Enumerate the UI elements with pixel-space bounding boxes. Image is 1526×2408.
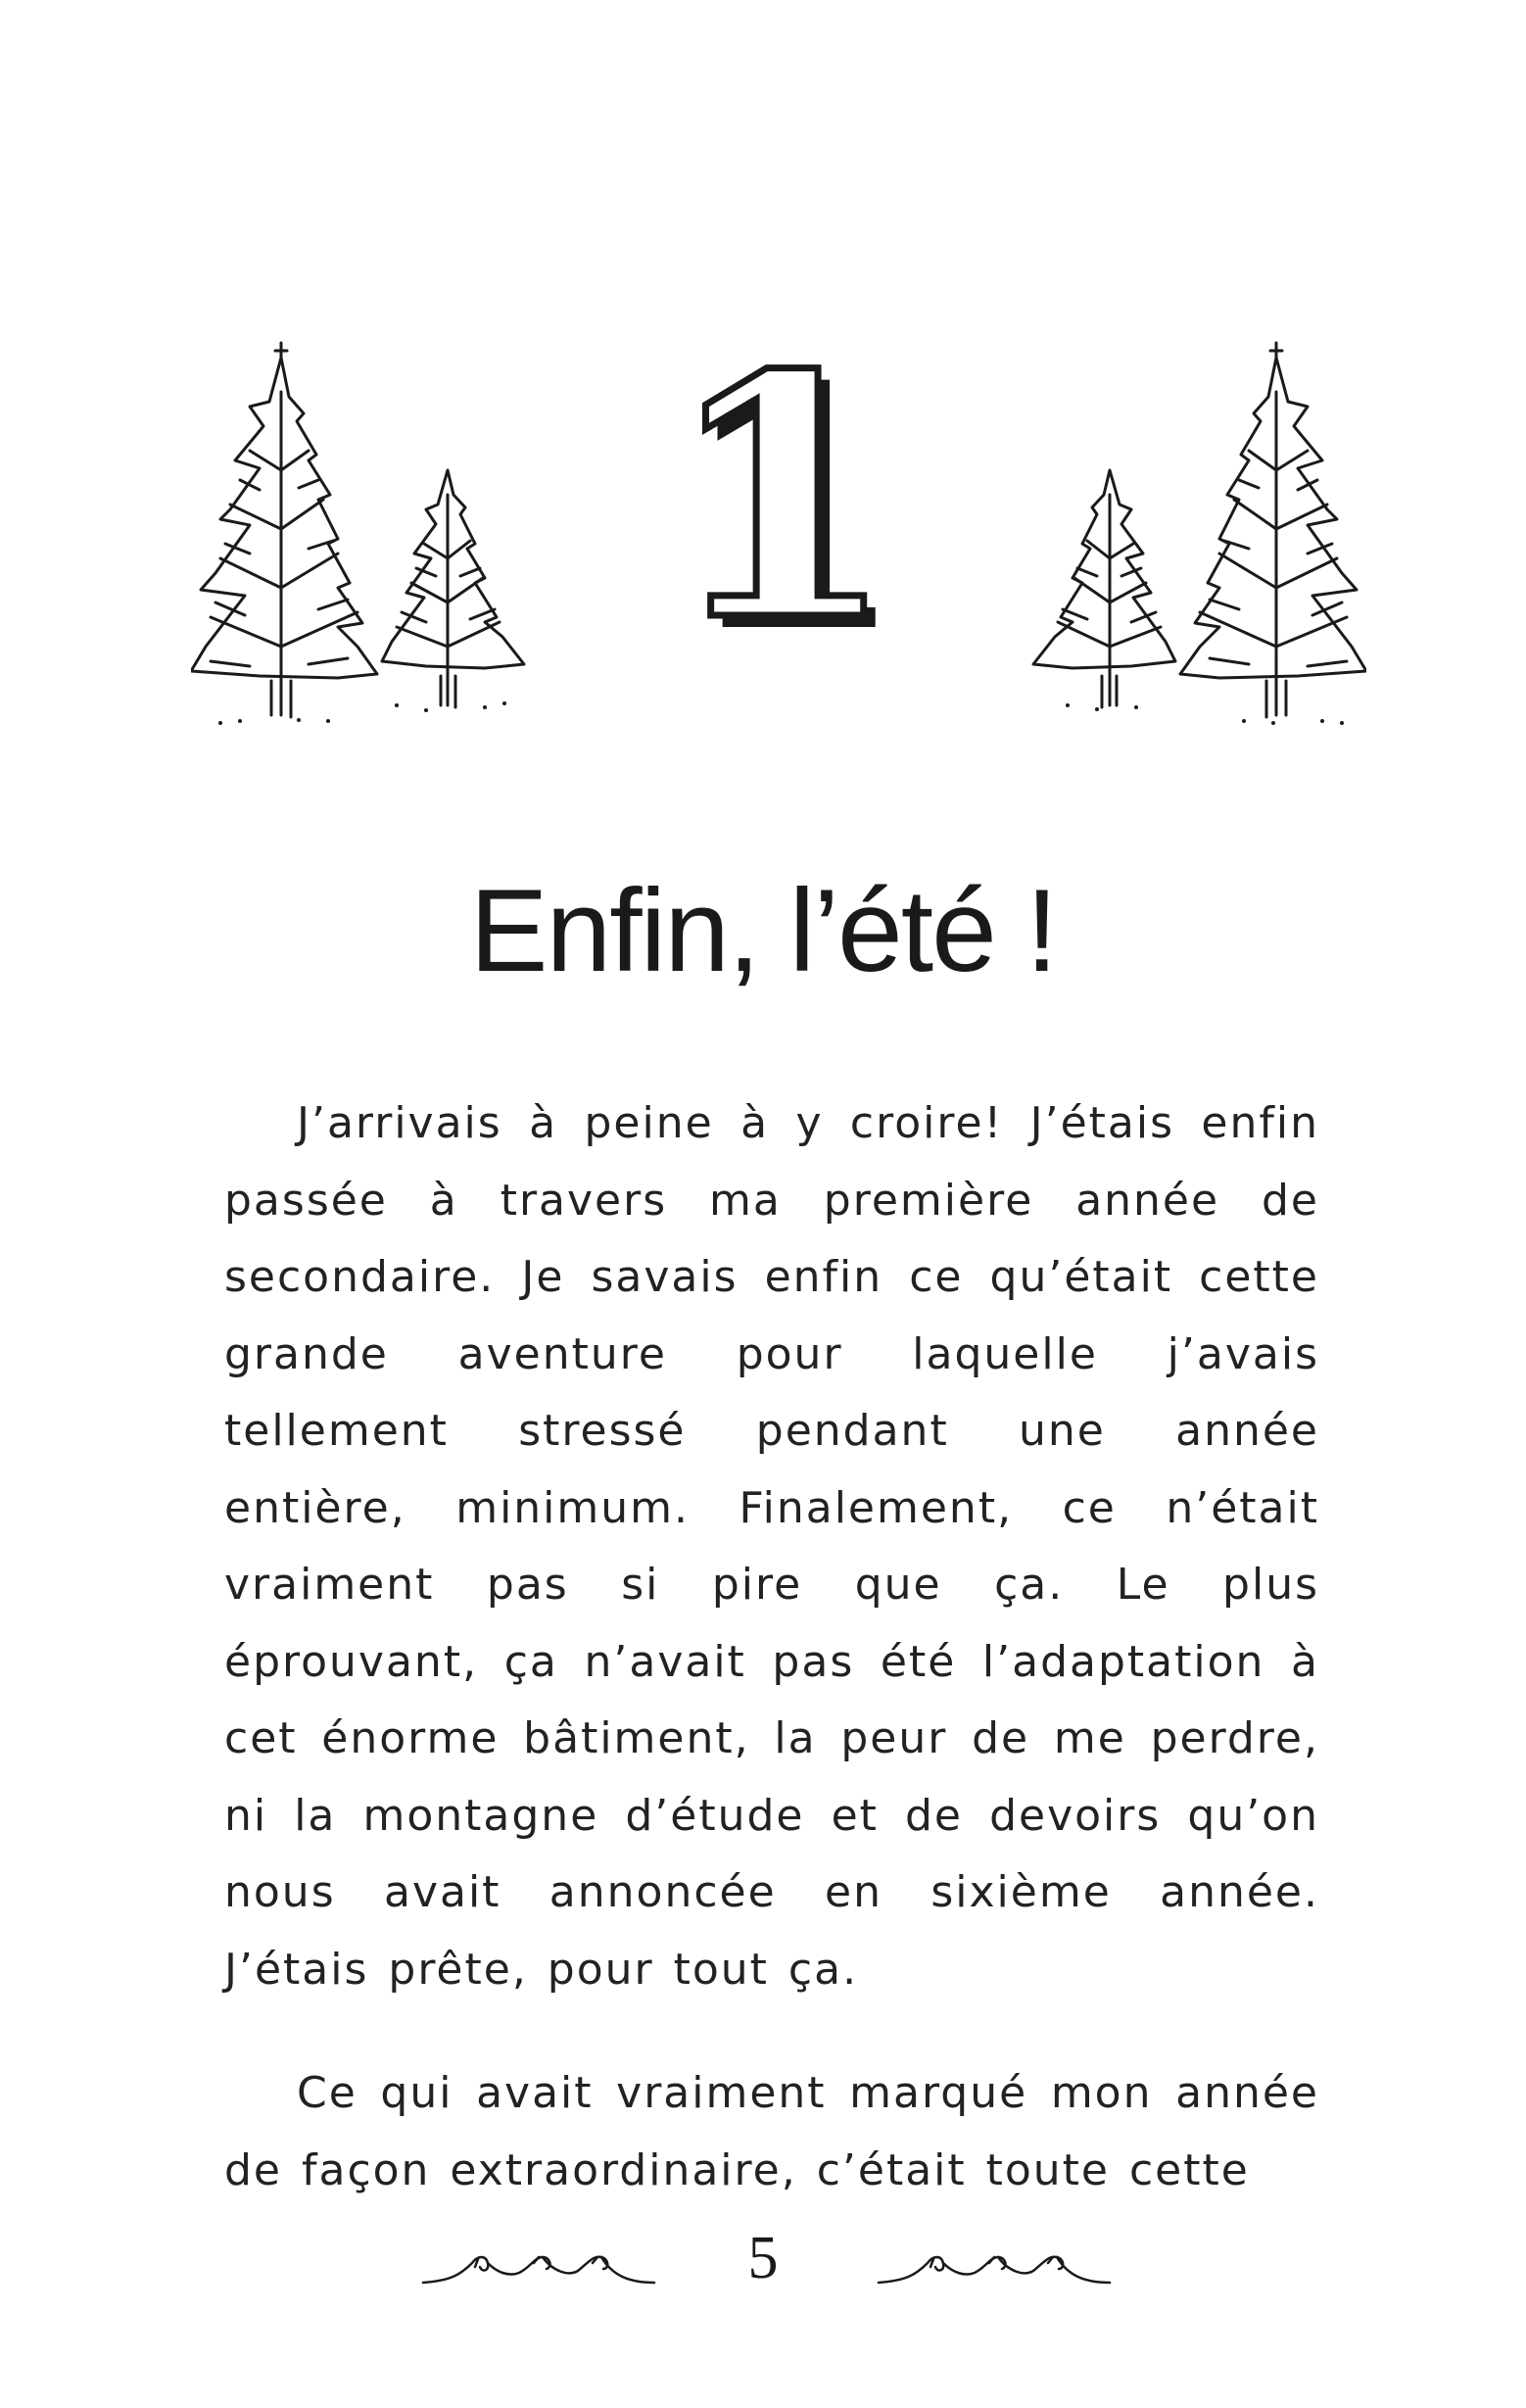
chapter-number: 1: [665, 304, 897, 695]
paragraph: J’arrivais à peine à y croire! J’étais enfin passée à travers ma première année de secondaire. Je savais enfin ce qu’était cette grande aventure pour laquelle j’avais tellement stressé pendant une année entière, minimum. Finalement, ce n’était vraiment pas si pire que ça. Le plus éprouvant, ça n’avait pas été l’adaptation à cet énorme bâtiment, la peur de me perdre, ni la montagne d’étude et de devoirs qu’on nous avait annoncée en sixième année. J’étais prête, pour tout ça.: [224, 1098, 1319, 1995]
page-footer: [0, 2214, 1526, 2312]
chapter-body: [224, 1085, 1319, 2256]
wave-ornament-icon: [877, 2243, 1112, 2292]
pine-trees-icon: [191, 333, 529, 725]
paragraph: Ce qui avait vraiment marqué mon année de façon extraordinaire, c’était toute cette: [224, 2068, 1319, 2195]
page-number: 5: [747, 2225, 779, 2291]
pine-trees-icon: [1028, 333, 1366, 725]
wave-ornament-icon: [421, 2243, 656, 2292]
chapter-header: [0, 304, 1526, 725]
chapter-title: Enfin, l’été !: [469, 865, 1057, 996]
